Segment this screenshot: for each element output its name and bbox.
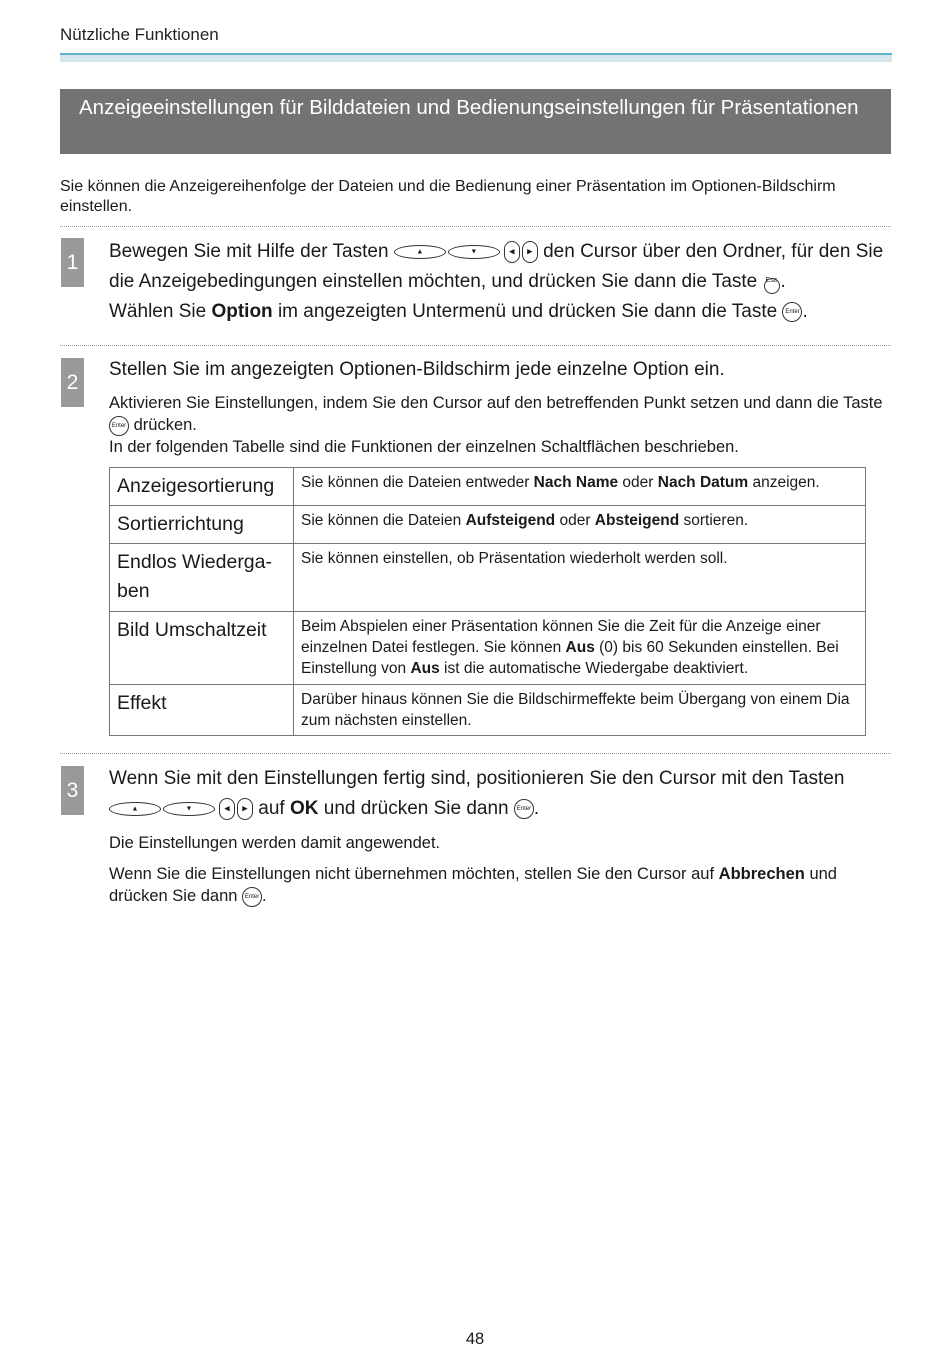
header-rule [60, 53, 892, 62]
step-2-instructions: Aktivieren Sie Einstellungen, indem Sie den Cursor auf den betreffenden Punkt setzen und dann die Taste Enter drücken. In der folgenden Tabelle sind die Funktionen der einzelnen Schaltflächen beschrieben. [109, 394, 883, 456]
ok-label: OK [289, 798, 319, 819]
step-2-number: 2 [61, 358, 84, 407]
step-2-title: Stellen Sie im angezeigten Optionen-Bildschirm jede einzelne Option ein. [109, 359, 725, 380]
down-arrow-button-icon: ▼ [448, 245, 500, 259]
option-description: Sie können die Dateien Aufsteigend oder Absteigend sortieren. [294, 506, 866, 544]
step-3-cancel-note: Wenn Sie die Einstellungen nicht übernehmen möchten, stellen Sie den Cursor auf Abbrechen und drücken Sie dann Enter . [109, 865, 837, 905]
table-row [110, 544, 866, 612]
intro-paragraph: Sie können die Anzeigereihenfolge der Dateien und die Bedienung einer Präsentation im Optionen-Bildschirm einstellen. [60, 178, 836, 215]
up-arrow-button-icon: ▲ [394, 245, 446, 259]
running-header: Nützliche Funktionen [60, 25, 219, 44]
option-name: Sortierrichtung [110, 506, 294, 544]
option-name: Endlos Wiederga- ben [110, 544, 294, 612]
option-description: Darüber hinaus können Sie die Bildschirmeffekte beim Übergang von einem Dia zum nächsten einstellen. [294, 685, 866, 736]
step-3-number: 3 [61, 766, 84, 815]
right-arrow-button-icon: ▶ [237, 798, 253, 820]
option-name: Anzeigesortierung [110, 468, 294, 506]
enter-button-icon: Enter [782, 302, 802, 322]
section-title: Anzeigeeinstellungen für Bilddateien und Bedienungseinstellungen für Präsentationen [60, 89, 891, 154]
table-row [110, 506, 866, 544]
enter-button-icon: Enter [242, 887, 262, 907]
table-row [110, 468, 866, 506]
option-description: Sie können einstellen, ob Präsentation wiederholt werden soll. [294, 544, 866, 612]
divider [60, 226, 891, 227]
enter-button-icon: Enter [514, 799, 534, 819]
option-name: Bild Umschaltzeit [110, 612, 294, 685]
option-description: Beim Abspielen einer Präsentation können Sie die Zeit für die Anzeige einer einzelnen Datei festlegen. Sie können Aus (0) bis 60 Sekunden einstellen. Bei Einstellung von Aus ist die automatische Wiedergabe deaktiviert. [294, 612, 866, 685]
options-table [109, 467, 866, 736]
down-arrow-button-icon: ▼ [163, 802, 215, 816]
step-3-text: Wenn Sie mit den Einstellungen fertig sind, positionieren Sie den Cursor mit den Tasten ▲ ▼ ◀ ▶ auf OK und drücken Sie dann Enter . [109, 768, 845, 819]
table-row [110, 612, 866, 685]
option-name: Effekt [110, 685, 294, 736]
enter-button-icon: Enter [109, 416, 129, 436]
step-3-result: Die Einstellungen werden damit angewendet. [109, 834, 441, 852]
divider [60, 753, 891, 754]
page-number: 48 [465, 1330, 485, 1348]
cancel-label: Abbrechen [718, 865, 805, 883]
esc-button-icon: Esc [763, 270, 781, 294]
step-1-text: Bewegen Sie mit Hilfe der Tasten ▲ ▼ ◀ ▶ den Cursor über den Ordner, für den Sie die Anzeigebedingungen einstellen möchten, und drücken Sie dann die Taste Esc . Wählen Sie Option im angezeigten Untermenü und drücken Sie dann die Taste Enter . [109, 241, 884, 322]
left-arrow-button-icon: ◀ [504, 241, 520, 263]
left-arrow-button-icon: ◀ [219, 798, 235, 820]
divider [60, 345, 891, 346]
right-arrow-button-icon: ▶ [522, 241, 538, 263]
step-1-number: 1 [61, 238, 84, 287]
option-description: Sie können die Dateien entweder Nach Name oder Nach Datum anzeigen. [294, 468, 866, 506]
up-arrow-button-icon: ▲ [109, 802, 161, 816]
option-label: Option [211, 301, 273, 322]
table-row [110, 685, 866, 736]
